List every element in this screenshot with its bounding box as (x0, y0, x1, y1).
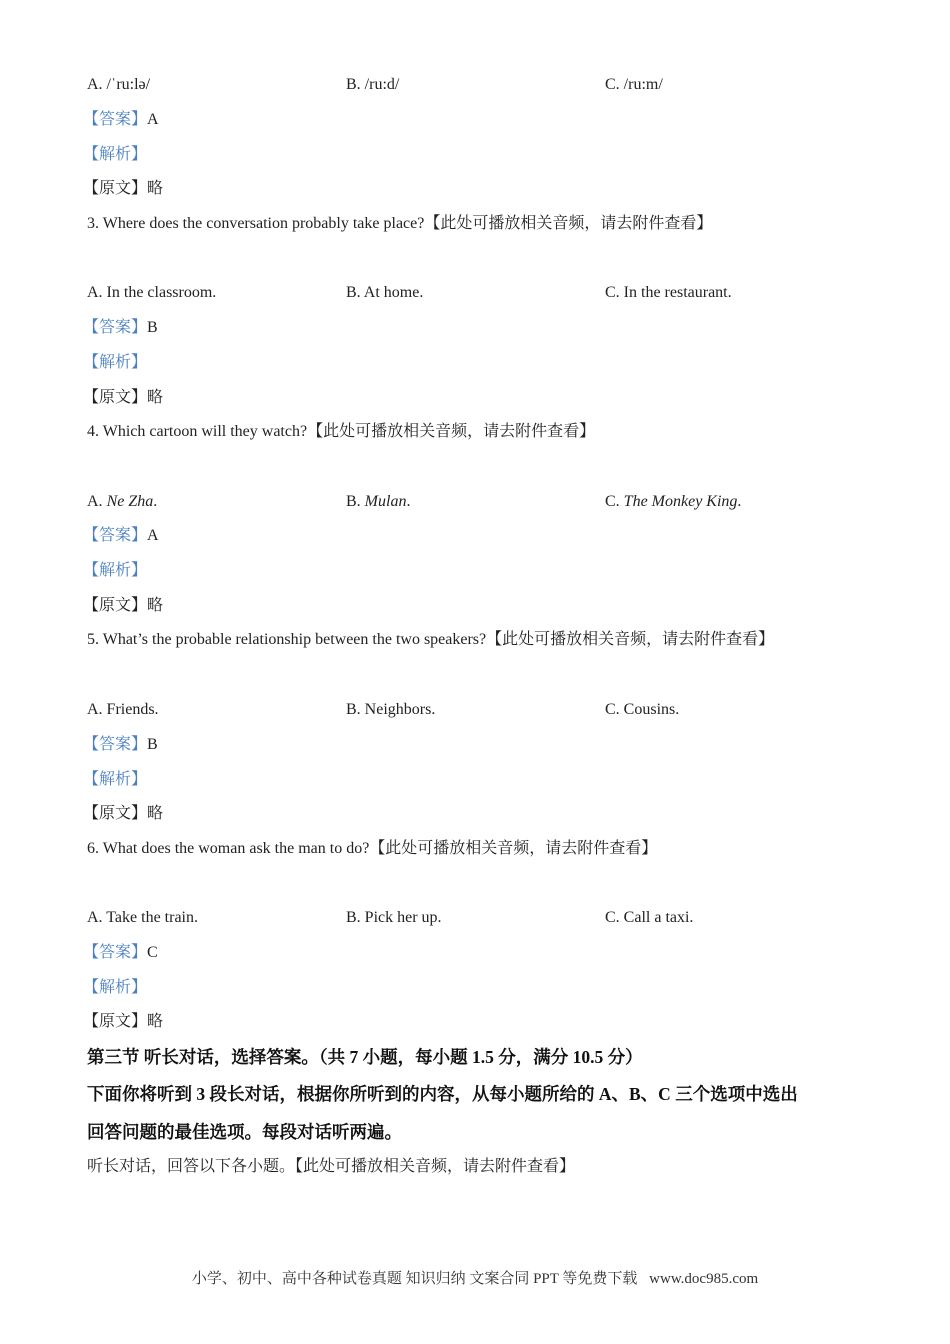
footer-text: 小学、初中、高中各种试卷真题 知识归纳 文案合同 PPT 等免费下载 (191, 1271, 638, 1287)
option-title: The Monkey King (623, 493, 738, 510)
page-footer (0, 1268, 950, 1290)
q4-question: 4. Which cartoon will they watch?【此处可播放相关音频，请去附件查看】 (87, 423, 596, 440)
option-title: Mulan (364, 493, 407, 510)
q6-option-b: B. Pick her up. (346, 909, 442, 926)
answer-label: 【答案】 (83, 111, 148, 128)
original-label: 【原文】 (83, 180, 148, 197)
q3-option-a: A. In the classroom. (87, 284, 217, 301)
q2-option-b: B. /ru:d/ (346, 76, 400, 93)
footer-url[interactable]: www.doc985.com (649, 1271, 759, 1287)
answer-value: A (147, 111, 159, 128)
q4-option-b (346, 491, 410, 513)
q6-analysis-label: 【解析】 (83, 979, 148, 996)
q2-option-c: C. /ru:m/ (605, 76, 663, 93)
q2-option-a: A. /ˈru:lə/ (87, 76, 151, 93)
answer-value: A (147, 527, 159, 544)
option-suffix: . (153, 493, 158, 510)
original-value: 略 (147, 389, 164, 406)
option-prefix: A. (87, 493, 107, 510)
section3-heading: 第三节 听长对话，选择答案。（共 7 小题，每小题 1.5 分，满分 10.5 分） (87, 1047, 643, 1067)
q5-option-c: C. Cousins. (605, 701, 680, 718)
q3-option-b: B. At home. (346, 284, 424, 301)
q2-answer (83, 109, 159, 131)
original-label: 【原文】 (83, 389, 148, 406)
option-suffix: . (406, 493, 411, 510)
q6-answer (83, 942, 158, 964)
q3-question: 3. Where does the conversation probably take place?【此处可播放相关音频，请去附件查看】 (87, 215, 713, 232)
original-value: 略 (147, 805, 164, 822)
q2-analysis-label: 【解析】 (83, 146, 148, 163)
q3-analysis-label: 【解析】 (83, 354, 148, 371)
option-prefix: B. (346, 493, 365, 510)
answer-label: 【答案】 (83, 944, 148, 961)
q5-answer (83, 734, 158, 756)
q5-analysis-label: 【解析】 (83, 771, 148, 788)
q3-answer (83, 317, 158, 339)
answer-label: 【答案】 (83, 319, 148, 336)
q4-analysis-label: 【解析】 (83, 562, 148, 579)
section3-instruction-line1: 下面你将听到 3 段长对话，根据你所听到的内容，从每小题所给的 A、B、C 三个选项中选出 (87, 1084, 798, 1104)
q5-original (83, 803, 163, 825)
q2-original (83, 178, 163, 200)
q6-option-c: C. Call a taxi. (605, 909, 694, 926)
q5-option-b: B. Neighbors. (346, 701, 436, 718)
q4-answer (83, 525, 159, 547)
option-prefix: C. (605, 493, 624, 510)
q6-question: 6. What does the woman ask the man to do?【此处可播放相关音频，请去附件查看】 (87, 840, 658, 857)
q6-original (83, 1011, 163, 1033)
answer-value: B (147, 736, 158, 753)
option-suffix: . (737, 493, 742, 510)
original-value: 略 (147, 597, 164, 614)
answer-value: B (147, 319, 158, 336)
answer-label: 【答案】 (83, 527, 148, 544)
q6-option-a: A. Take the train. (87, 909, 198, 926)
section3-instruction-line2: 回答问题的最佳选项。每段对话听两遍。 (87, 1122, 402, 1142)
answer-value: C (147, 944, 158, 961)
option-title: Ne Zha (106, 493, 154, 510)
answer-label: 【答案】 (83, 736, 148, 753)
q5-question: 5. What’s the probable relationship between the two speakers?【此处可播放相关音频，请去附件查看】 (87, 631, 775, 648)
original-label: 【原文】 (83, 1013, 148, 1030)
q3-option-c: C. In the restaurant. (605, 284, 732, 301)
q5-option-a: A. Friends. (87, 701, 159, 718)
q3-original (83, 387, 163, 409)
original-value: 略 (147, 180, 164, 197)
original-value: 略 (147, 1013, 164, 1030)
original-label: 【原文】 (83, 597, 148, 614)
q4-option-c (605, 491, 741, 513)
q4-option-a (87, 491, 157, 513)
section3-prompt: 听长对话，回答以下各小题。【此处可播放相关音频，请去附件查看】 (87, 1158, 576, 1175)
q4-original (83, 595, 163, 617)
original-label: 【原文】 (83, 805, 148, 822)
